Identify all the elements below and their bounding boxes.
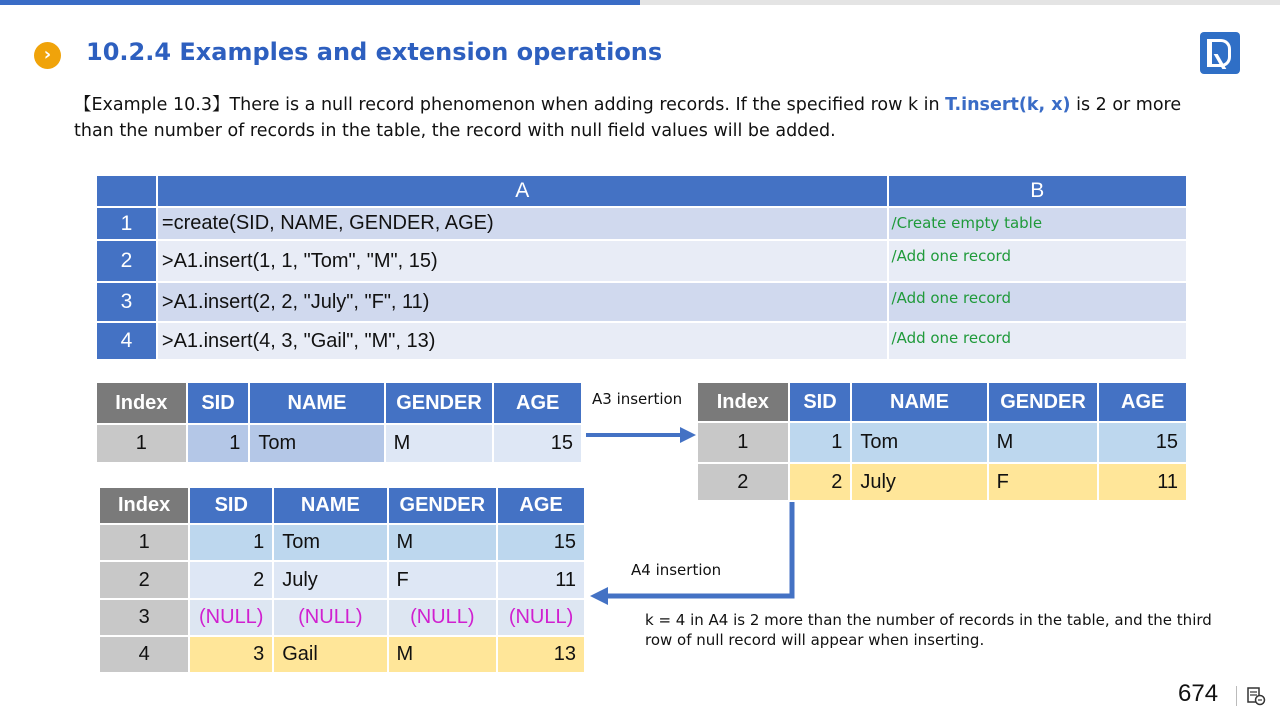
row-number: 4 (96, 322, 157, 360)
row-number: 3 (96, 282, 157, 322)
header-sid: SID (189, 487, 273, 524)
expression-cell[interactable]: >A1.insert(1, 1, "Tom", "M", 15) (157, 240, 888, 282)
cell-index: 3 (99, 599, 189, 636)
cellset-row (96, 207, 1187, 240)
cell-index: 2 (99, 561, 189, 599)
example-description (74, 92, 1214, 144)
column-header-b: B (888, 175, 1187, 207)
cell-age: 15 (493, 424, 582, 463)
cell-index: 4 (99, 636, 189, 673)
table-row (96, 424, 582, 463)
header-age: AGE (497, 487, 585, 524)
cellset-row (96, 240, 1187, 282)
cell-gender: M (388, 524, 498, 561)
cellset-row (96, 282, 1187, 322)
cell-age: 13 (497, 636, 585, 673)
header-name: NAME (273, 487, 387, 524)
cell-name: July (851, 463, 987, 501)
cell-index: 1 (697, 422, 789, 463)
intro-suffix: is 2 or more than the number of records in the table, the record with null field values will be added. (74, 95, 1182, 141)
cell-name: Tom (851, 422, 987, 463)
cell-age: 15 (497, 524, 585, 561)
cell-gender: F (988, 463, 1099, 501)
header-gender: GENDER (388, 487, 498, 524)
header-index: Index (697, 382, 789, 422)
header-index: Index (96, 382, 187, 424)
header-sid: SID (789, 382, 852, 422)
cell-name: July (273, 561, 387, 599)
table-after-a4 (98, 486, 586, 674)
header-name: NAME (851, 382, 987, 422)
cell-sid: 2 (189, 561, 273, 599)
comment-cell[interactable]: /Add one record (888, 282, 1187, 322)
cell-name: Tom (273, 524, 387, 561)
cell-sid: 1 (789, 422, 852, 463)
table-row (697, 422, 1187, 463)
cell-name: (NULL) (273, 599, 387, 636)
a3-arrow-icon (586, 424, 698, 446)
table-after-a2 (95, 381, 583, 464)
cell-gender: M (988, 422, 1099, 463)
table-row (99, 561, 585, 599)
cell-name: Tom (249, 424, 384, 463)
cell-sid: 1 (187, 424, 250, 463)
cell-gender: M (385, 424, 494, 463)
table-row (99, 636, 585, 673)
expression-cell[interactable]: =create(SID, NAME, GENDER, AGE) (157, 207, 888, 240)
a4-arrow-icon (588, 500, 802, 610)
slide-view-icon[interactable] (1246, 686, 1266, 706)
cellset-grid (95, 174, 1188, 361)
comment-cell[interactable]: /Add one record (888, 322, 1187, 360)
header-age: AGE (493, 382, 582, 424)
intro-prefix: 【Example 10.3】There is a null record phenomenon when adding records. If the specified row k in (74, 95, 946, 115)
top-progress-track (640, 0, 1280, 5)
cell-age: 15 (1098, 422, 1187, 463)
cell-index: 1 (96, 424, 187, 463)
header-sid: SID (187, 382, 250, 424)
cell-gender: (NULL) (388, 599, 498, 636)
brand-logo-icon (1200, 32, 1240, 74)
expression-cell[interactable]: >A1.insert(2, 2, "July", "F", 11) (157, 282, 888, 322)
header-index: Index (99, 487, 189, 524)
top-accent-bar (0, 0, 640, 5)
row-number: 1 (96, 207, 157, 240)
cell-gender: M (388, 636, 498, 673)
cell-sid: 3 (189, 636, 273, 673)
a3-insertion-label: A3 insertion (592, 390, 683, 408)
cell-sid: 1 (189, 524, 273, 561)
a4-insertion-label: A4 insertion (631, 561, 722, 579)
cell-age: 11 (1098, 463, 1187, 501)
page-title: 10.2.4 Examples and extension operations (86, 38, 663, 66)
expression-cell[interactable]: >A1.insert(4, 3, "Gail", "M", 13) (157, 322, 888, 360)
table-row (99, 524, 585, 561)
header-gender: GENDER (988, 382, 1099, 422)
header-gender: GENDER (385, 382, 494, 424)
cell-sid: 2 (789, 463, 852, 501)
intro-code: T.insert(k, x) (945, 95, 1071, 115)
table-after-a3 (696, 381, 1188, 502)
cell-name: Gail (273, 636, 387, 673)
column-header-a: A (157, 175, 888, 207)
comment-cell[interactable]: /Create empty table (888, 207, 1187, 240)
cell-index: 1 (99, 524, 189, 561)
explanation-note: k = 4 in A4 is 2 more than the number of records in the table, and the third row of null record will appear when inserting. (645, 611, 1212, 649)
header-age: AGE (1098, 382, 1187, 422)
comment-cell[interactable]: /Add one record (888, 240, 1187, 282)
cell-sid: (NULL) (189, 599, 273, 636)
header-name: NAME (249, 382, 384, 424)
cellset-row (96, 322, 1187, 360)
table-row (99, 599, 585, 636)
cell-age: 11 (497, 561, 585, 599)
footer-divider (1236, 686, 1237, 706)
chevron-right-icon: › (34, 42, 61, 69)
cell-gender: F (388, 561, 498, 599)
corner-cell (96, 175, 157, 207)
cell-age: (NULL) (497, 599, 585, 636)
page-number: 674 (1178, 680, 1219, 707)
table-row (697, 463, 1187, 501)
row-number: 2 (96, 240, 157, 282)
cell-index: 2 (697, 463, 789, 501)
